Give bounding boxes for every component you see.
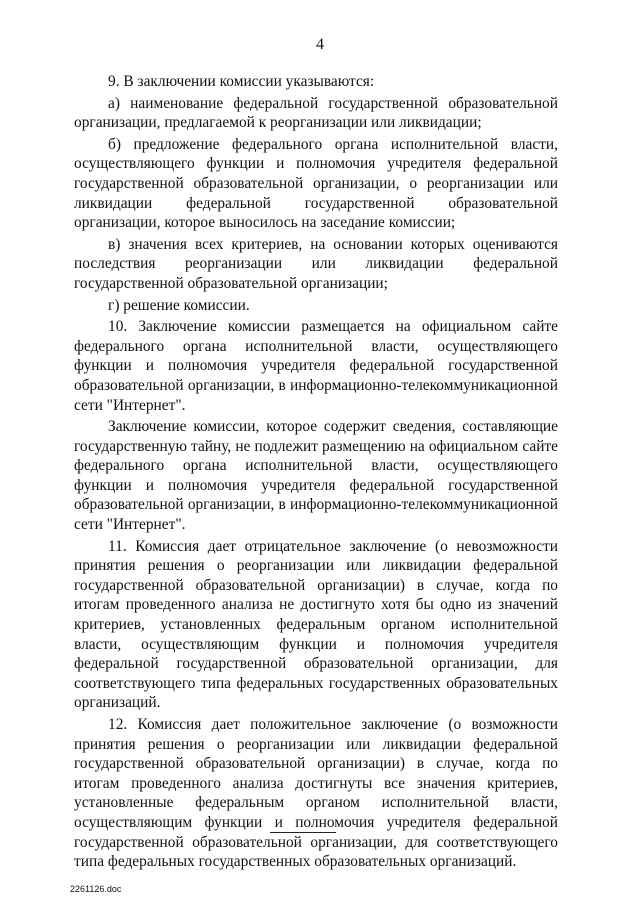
paragraph-10-secret: Заключение комиссии, которое содержит сведения, составляющие государственную тайну, не подлежит размещению на официальном сайте федерального органа исполнительной власти, осуществляющего функции и полномочия учредителя федеральной государственной образовательной организации, в информационно-телекоммуникационной сети "Интернет". [74,418,558,534]
end-divider-line [270,832,336,833]
paragraph-9a: а) наименование федеральной государственной образовательной организации, предлагаемой к реорганизации или ликвидации; [74,94,558,132]
document-file-code: 2261126.doc [70,884,122,894]
paragraph-9g: г) решение комиссии. [108,296,250,314]
paragraph-10: 10. Заключение комиссии размещается на официальном сайте федерального органа исполнительной власти, осуществляющего функции и полномочия учредителя федеральной государственной образовательной организации, в информационно-телекоммуникационной сети "Интернет". [74,318,558,414]
paragraph-12: 12. Комиссия дает положительное заключение (о возможности принятия решения о реорганизации или ликвидации федеральной государственной образовательной организации) в случае, когда по итогам проведенного анализа достигнуты все значения критериев, установленные федеральным органом исполнительной власти, осуществляющим функции и полномочия учредителя федеральной государственной образовательной организации, для соответствующего типа федеральных государственных образовательных организаций. [74,716,558,871]
paragraph-9v: в) значения всех критериев, на основании которых оцениваются последствия реорганизации или ликвидации федеральной государственной образовательной организации; [74,235,558,292]
paragraph-9-heading: 9. В заключении комиссии указываются: [108,73,375,90]
page-number: 4 [316,36,324,53]
paragraph-9b: б) предложение федерального органа исполнительной власти, осуществляющего функции и полномочия учредителя федеральной государственной образовательной организации, о реорганизации или ликвидации федеральной государственной образовательной организации, которое выносилось на заседание комиссии; [74,135,558,232]
document-body [74,72,558,874]
paragraph-11: 11. Комиссия дает отрицательное заключение (о невозможности принятия решения о реорганизации или ликвидации федеральной государственной образовательной организации) в случае, когда по итогам проведенного анализа не достигнуто хотя бы одно из значений критериев, установленных федеральным органом исполнительной власти, осуществляющим функции и полномочия учредителя федеральной государственной образовательной организации, для соответствующего типа федеральных государственных образовательных организаций. [74,537,558,712]
